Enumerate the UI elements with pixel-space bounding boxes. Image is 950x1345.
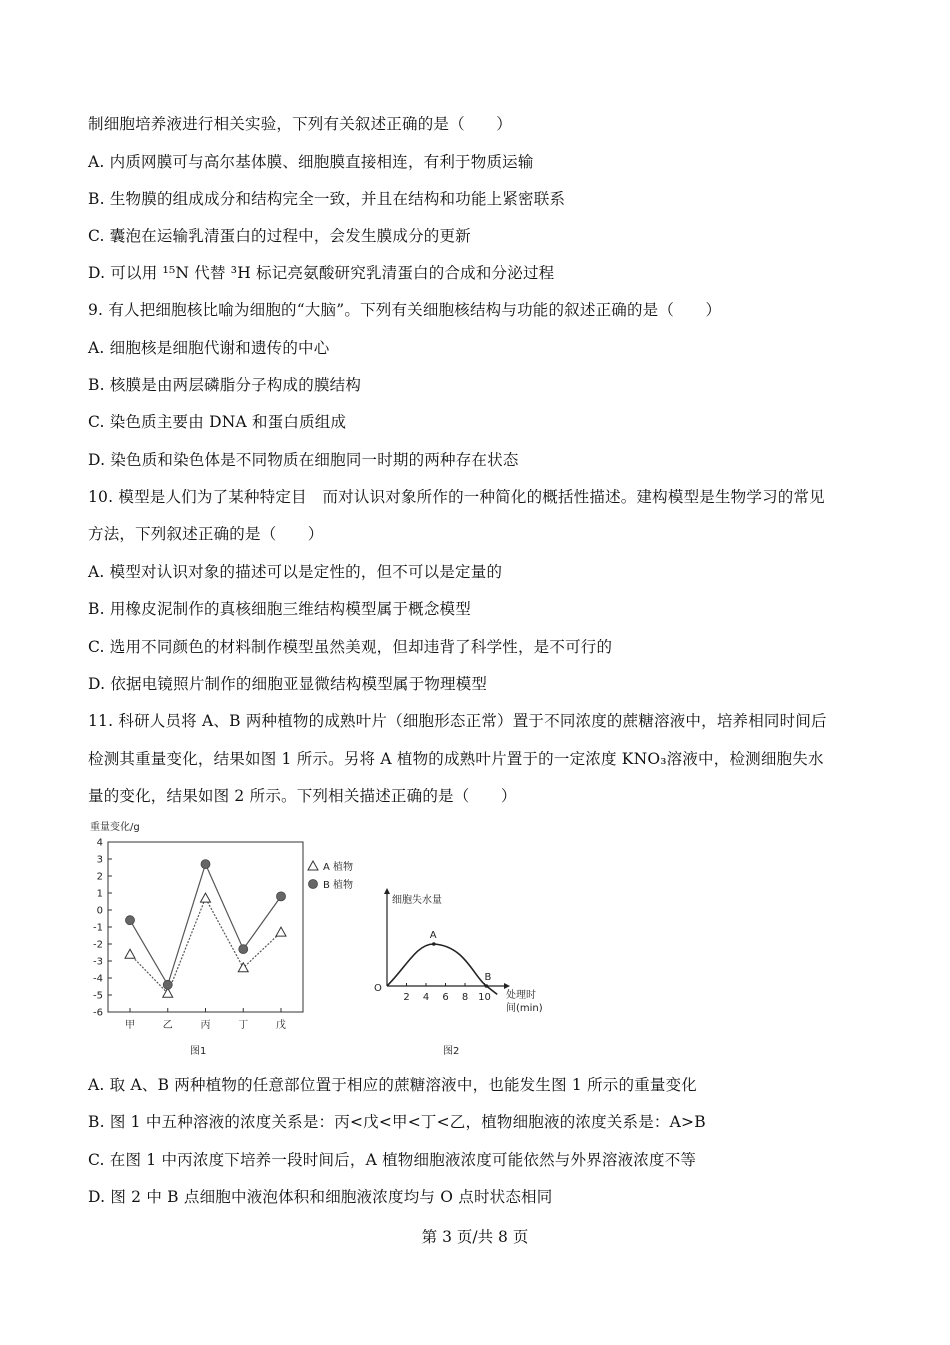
fig1-point-a [276, 927, 286, 936]
fig2-xlabel-line1: 处理时 [506, 990, 536, 1001]
q11-stem-line2: 检测其重量变化，结果如图 1 所示。另将 A 植物的成熟叶片置于的一定浓度 KNO₃溶液中，检测细胞失水 [88, 750, 824, 768]
fig1-y-tick-label: -6 [93, 1007, 103, 1019]
fig1-point-b [201, 860, 210, 869]
q8-option-b: B. 生物膜的组成成分和结构完全一致，并且在结构和功能上紧密联系 [88, 190, 566, 208]
fig2-y-arrow [384, 888, 390, 894]
fig1-y-tick-label: 0 [96, 905, 103, 917]
page-footer: 第 3 页/共 8 页 [421, 1228, 529, 1246]
fig1-x-tick-label: 乙 [162, 1020, 173, 1031]
fig2-ylabel: 细胞失水量 [392, 895, 442, 906]
q9-stem: 9. 有人把细胞核比喻为细胞的“大脑”。下列有关细胞核结构与功能的叙述正确的是（ ） [88, 301, 722, 319]
fig1-x-ticks [125, 1008, 286, 1031]
q9-option-b: B. 核膜是由两层磷脂分子构成的膜结构 [88, 376, 362, 394]
fig1-point-b [277, 892, 286, 901]
q10-option-c: C. 选用不同颜色的材料制作模型虽然美观，但却违背了科学性，是不可行的 [88, 638, 613, 656]
q10-stem-line2: 方法，下列叙述正确的是（ ） [88, 525, 324, 543]
fig2-x-tick-label: 2 [403, 992, 410, 1003]
q10-option-b: B. 用橡皮泥制作的真核细胞三维结构模型属于概念模型 [88, 600, 471, 618]
q11-option-a: A. 取 A、B 两种植物的任意部位置于相应的蔗糖溶液中，也能发生图 1 所示的重量变化 [88, 1076, 698, 1094]
fig1-y-ticks [93, 838, 112, 1019]
fig1-y-tick-label: -5 [93, 990, 103, 1002]
fig1-x-tick-label: 戊 [276, 1020, 286, 1031]
fig1-x-tick-label: 丁 [238, 1020, 249, 1031]
q10-option-a: A. 模型对认识对象的描述可以是定性的，但不可以是定量的 [88, 563, 503, 581]
fig1-legend-label: A 植物 [323, 862, 354, 873]
fig2-point-a [432, 942, 436, 946]
fig1-y-tick-label: -3 [93, 956, 103, 968]
q10-option-d: D. 依据电镜照片制作的细胞亚显微结构模型属于物理模型 [88, 675, 488, 693]
q9-option-d: D. 染色质和染色体是不同物质在细胞同一时期的两种存在状态 [88, 451, 519, 469]
fig1-y-tick-label: 4 [96, 837, 103, 849]
fig2-caption: 图2 [443, 1046, 460, 1057]
fig2-x-arrow [504, 983, 510, 989]
fig2-curve [387, 930, 497, 994]
fig2-curve-line [387, 944, 497, 994]
fig2-x-tick-label: 6 [442, 992, 449, 1003]
q9-option-c: C. 染色质主要由 DNA 和蛋白质组成 [88, 413, 347, 431]
fig1-y-tick-label: 1 [96, 888, 103, 900]
fig2-point-label: B [484, 972, 492, 983]
fig1-legend-marker [308, 861, 318, 870]
q8-option-a: A. 内质网膜可与高尔基体膜、细胞膜直接相连，有利于物质运输 [88, 153, 534, 171]
fig1-y-tick-label: 3 [96, 854, 103, 866]
fig1-x-tick-label: 丙 [200, 1020, 211, 1031]
q8-option-c: C. 囊泡在运输乳清蛋白的过程中，会发生膜成分的更新 [88, 227, 471, 245]
fig1-point-a [201, 893, 211, 902]
fig1-y-tick-label: 2 [96, 871, 103, 883]
fig1-point-a [125, 949, 135, 958]
q9-option-a: A. 细胞核是细胞代谢和遗传的中心 [88, 339, 330, 357]
fig1-point-b [239, 945, 248, 954]
fig2-xlabel-line2: 间(min) [506, 1003, 543, 1014]
q11-stem-line1: 11. 科研人员将 A、B 两种植物的成熟叶片（细胞形态正常）置于不同浓度的蔗糖溶液中，培养相同时间后 [88, 712, 827, 730]
fig1-series-line [130, 864, 281, 985]
fig2-point-label: A [429, 930, 437, 941]
figure-1-chart [80, 818, 370, 1063]
fig1-x-tick-label: 甲 [125, 1020, 135, 1031]
q11-stem-line3: 量的变化，结果如图 2 所示。下列相关描述正确的是（ ） [88, 787, 517, 805]
q10-stem-line1: 10. 模型是人们为了某种特定目 而对认识对象所作的一种简化的概括性描述。建构模型是生物学习的常见 [88, 488, 825, 506]
fig1-point-b [163, 980, 172, 989]
q11-option-d: D. 图 2 中 B 点细胞中液泡体积和细胞液浓度均与 O 点时状态相同 [88, 1188, 553, 1206]
fig1-series-line [130, 898, 281, 993]
fig2-point-b [485, 984, 489, 988]
q8-stem: 制细胞培养液进行相关实验，下列有关叙述正确的是（ ） [88, 115, 512, 133]
fig1-point-a [238, 963, 248, 972]
fig1-legend-label: B 植物 [323, 880, 354, 891]
fig2-x-tick-label: 4 [422, 992, 430, 1003]
fig1-legend [308, 860, 353, 891]
fig1-legend-marker [309, 880, 318, 889]
fig2-x-tick-label: 8 [461, 992, 469, 1003]
fig1-y-tick-label: -2 [93, 939, 103, 951]
fig2-x-tick-label: 10 [478, 992, 491, 1003]
fig2-origin-label: O [374, 983, 382, 994]
fig1-series [125, 860, 286, 998]
q11-option-b: B. 图 1 中五种溶液的浓度关系是：丙<戊<甲<丁<乙，植物细胞液的浓度关系是：A>B [88, 1113, 706, 1131]
fig1-point-b [126, 916, 135, 925]
fig1-ylabel: 重量变化/g [90, 822, 140, 833]
figure-2-chart [370, 880, 550, 1063]
fig1-caption: 图1 [190, 1046, 207, 1057]
q11-option-c: C. 在图 1 中丙浓度下培养一段时间后，A 植物细胞液浓度可能依然与外界溶液浓度不等 [88, 1151, 697, 1169]
fig1-y-tick-label: -1 [93, 922, 103, 934]
q8-option-d: D. 可以用 ¹⁵N 代替 ³H 标记亮氨酸研究乳清蛋白的合成和分泌过程 [88, 264, 555, 282]
fig1-y-tick-label: -4 [93, 973, 103, 985]
